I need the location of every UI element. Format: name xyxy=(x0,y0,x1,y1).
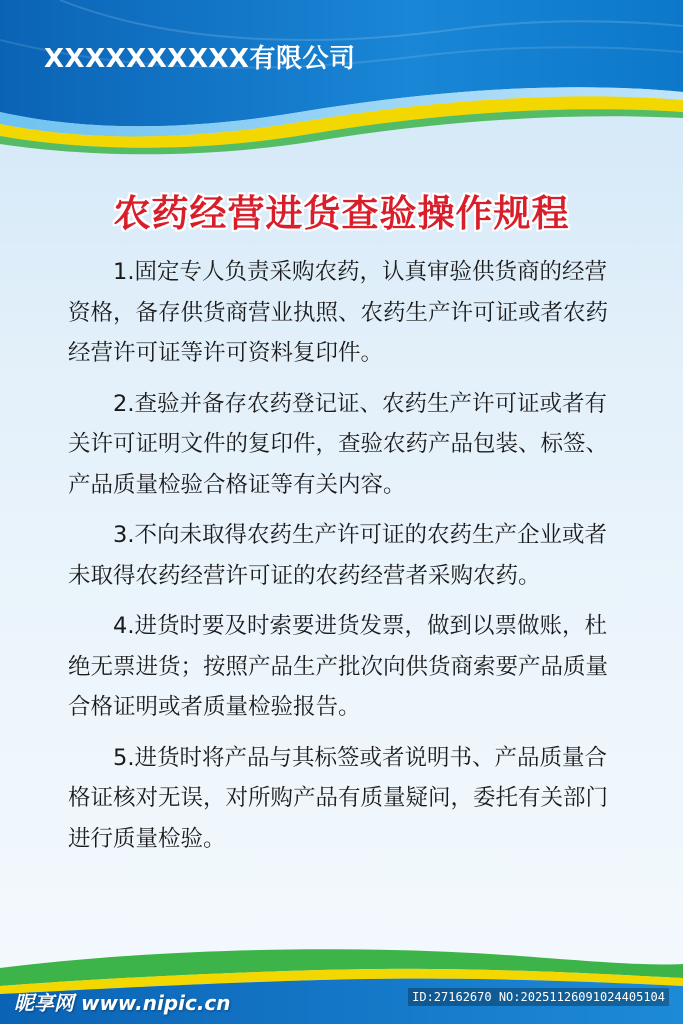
paragraph-3: 3.不向未取得农药生产许可证的农药生产企业或者未取得农药经营许可证的农药经营者采购农药。 xyxy=(68,522,607,589)
watermark-id: ID:27162670 NO:20251126091024405104 xyxy=(408,988,669,1006)
watermark-logo: 昵享网 www.nipic.cn xyxy=(14,991,231,1015)
company-name: XXXXXXXXXX有限公司 xyxy=(44,44,356,74)
regulation-body xyxy=(68,252,620,869)
paragraph-4: 4.进货时要及时索要进货发票，做到以票做账，杜绝无票进货；按照产品生产批次向供货商索要产品质量合格证明或者质量检验报告。 xyxy=(68,613,609,720)
paragraph-5: 5.进货时将产品与其标签或者说明书、产品质量合格证核对无误，对所购产品有质量疑问，委托有关部门进行质量检验。 xyxy=(68,744,609,852)
paragraph-1: 1.固定专人负责采购农药，认真审验供货商的经营资格，备存供货商营业执照、农药生产许可证或者农药经营许可证等许可资料复印件。 xyxy=(68,259,609,366)
page-title: 农药经营进货查验操作规程 xyxy=(113,192,570,235)
header-background xyxy=(0,0,683,180)
paragraph-2: 2.查验并备存农药登记证、农药生产许可证或者有关许可证明文件的复印件，查验农药产品包装、标签、产品质量检验合格证等有关内容。 xyxy=(68,390,609,498)
